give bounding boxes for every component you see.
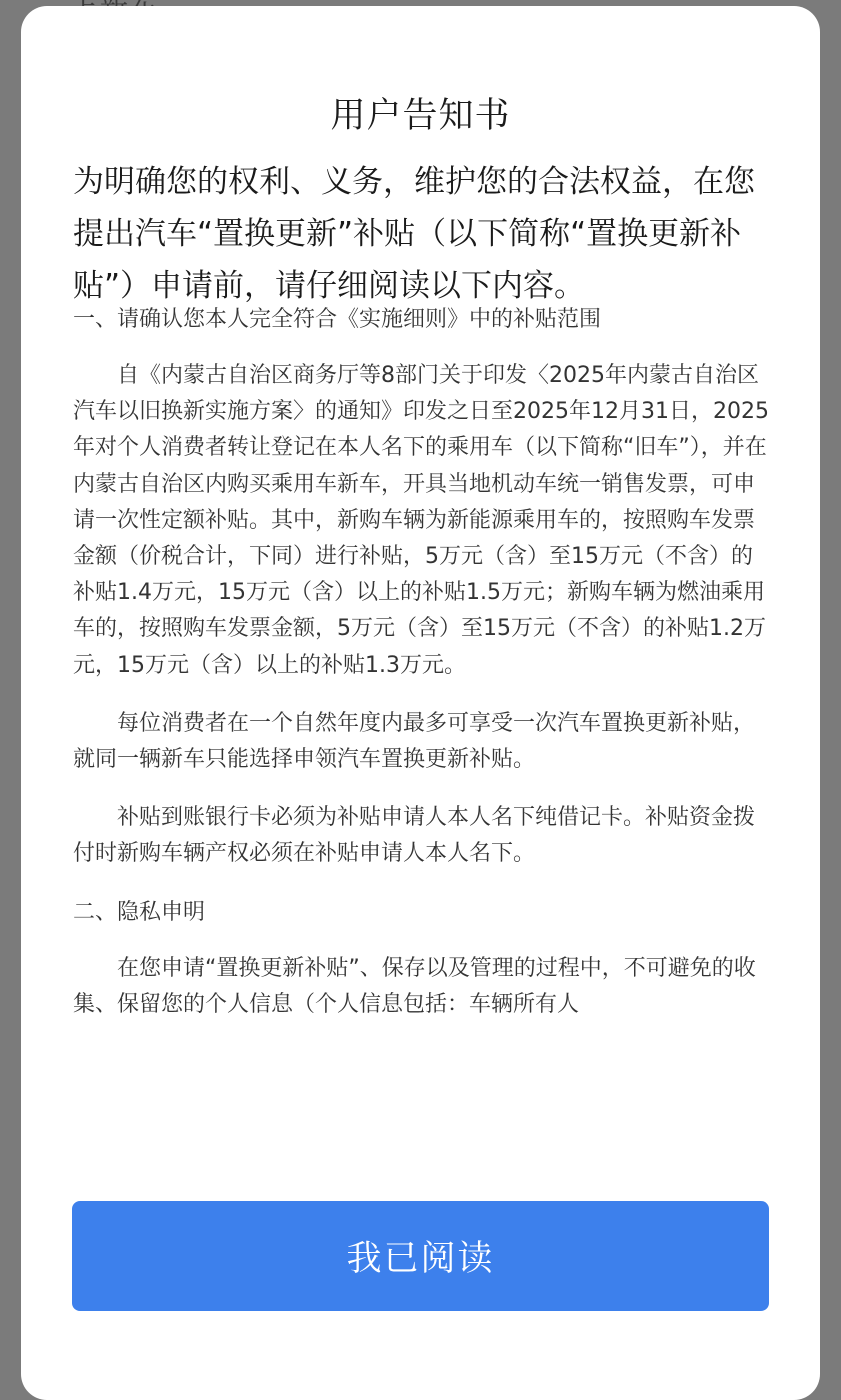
annual-limit-paragraph: 每位消费者在一个自然年度内最多可享受一次汽车置换更新补贴，就同一辆新车只能选择申领汽车置换更新补贴。	[73, 710, 756, 773]
dialog-title: 用户告知书	[330, 96, 511, 136]
notice-scroll-content[interactable]	[73, 304, 773, 1136]
privacy-paragraph: 在您申请“置换更新补贴”、保存以及管理的过程中，不可避免的收集、保留您的个人信息（个人信息包括：车辆所有人	[73, 955, 756, 1017]
bank-card-paragraph: 补贴到账银行卡必须为补贴申请人本人名下纯借记卡。补贴资金拨付时新购车辆产权必须在补贴申请人本人名下。	[73, 805, 756, 867]
confirm-read-button[interactable]: 我已阅读	[72, 1201, 769, 1311]
user-notice-dialog	[21, 6, 820, 1400]
section-heading-privacy: 二、隐私申明	[73, 899, 206, 925]
eligibility-paragraph: 自《内蒙古自治区商务厅等8部门关于印发〈2025年内蒙古自治区汽车以旧换新实施方案〉的通知》印发之日至2025年12月31日，2025年对个人消费者转让登记在本人名下的乘用车（以下简称“旧车”），并在内蒙古自治区内购买乘用车新车，开具当地机动车统一销售发票，可申请一次性定额补贴。其中，新购车辆为新能源乘用车的，按照购车发票金额（价税合计，下同）进行补贴，5万元（含）至15万元（不含）的补贴1.4万元，15万元（含）以上的补贴1.5万元；新购车辆为燃油乘用车的，按照购车发票金额，5万元（含）至15万元（不含）的补贴1.2万元，15万元（含）以上的补贴1.3万元。	[73, 363, 769, 678]
section-heading-eligibility: 一、请确认您本人完全符合《实施细则》中的补贴范围	[73, 307, 602, 332]
intro-statement: 为明确您的权利、义务，维护您的合法权益，在您提出汽车“置换更新”补贴（以下简称“置换更新补贴”）申请前，请仔细阅读以下内容。	[73, 164, 755, 304]
